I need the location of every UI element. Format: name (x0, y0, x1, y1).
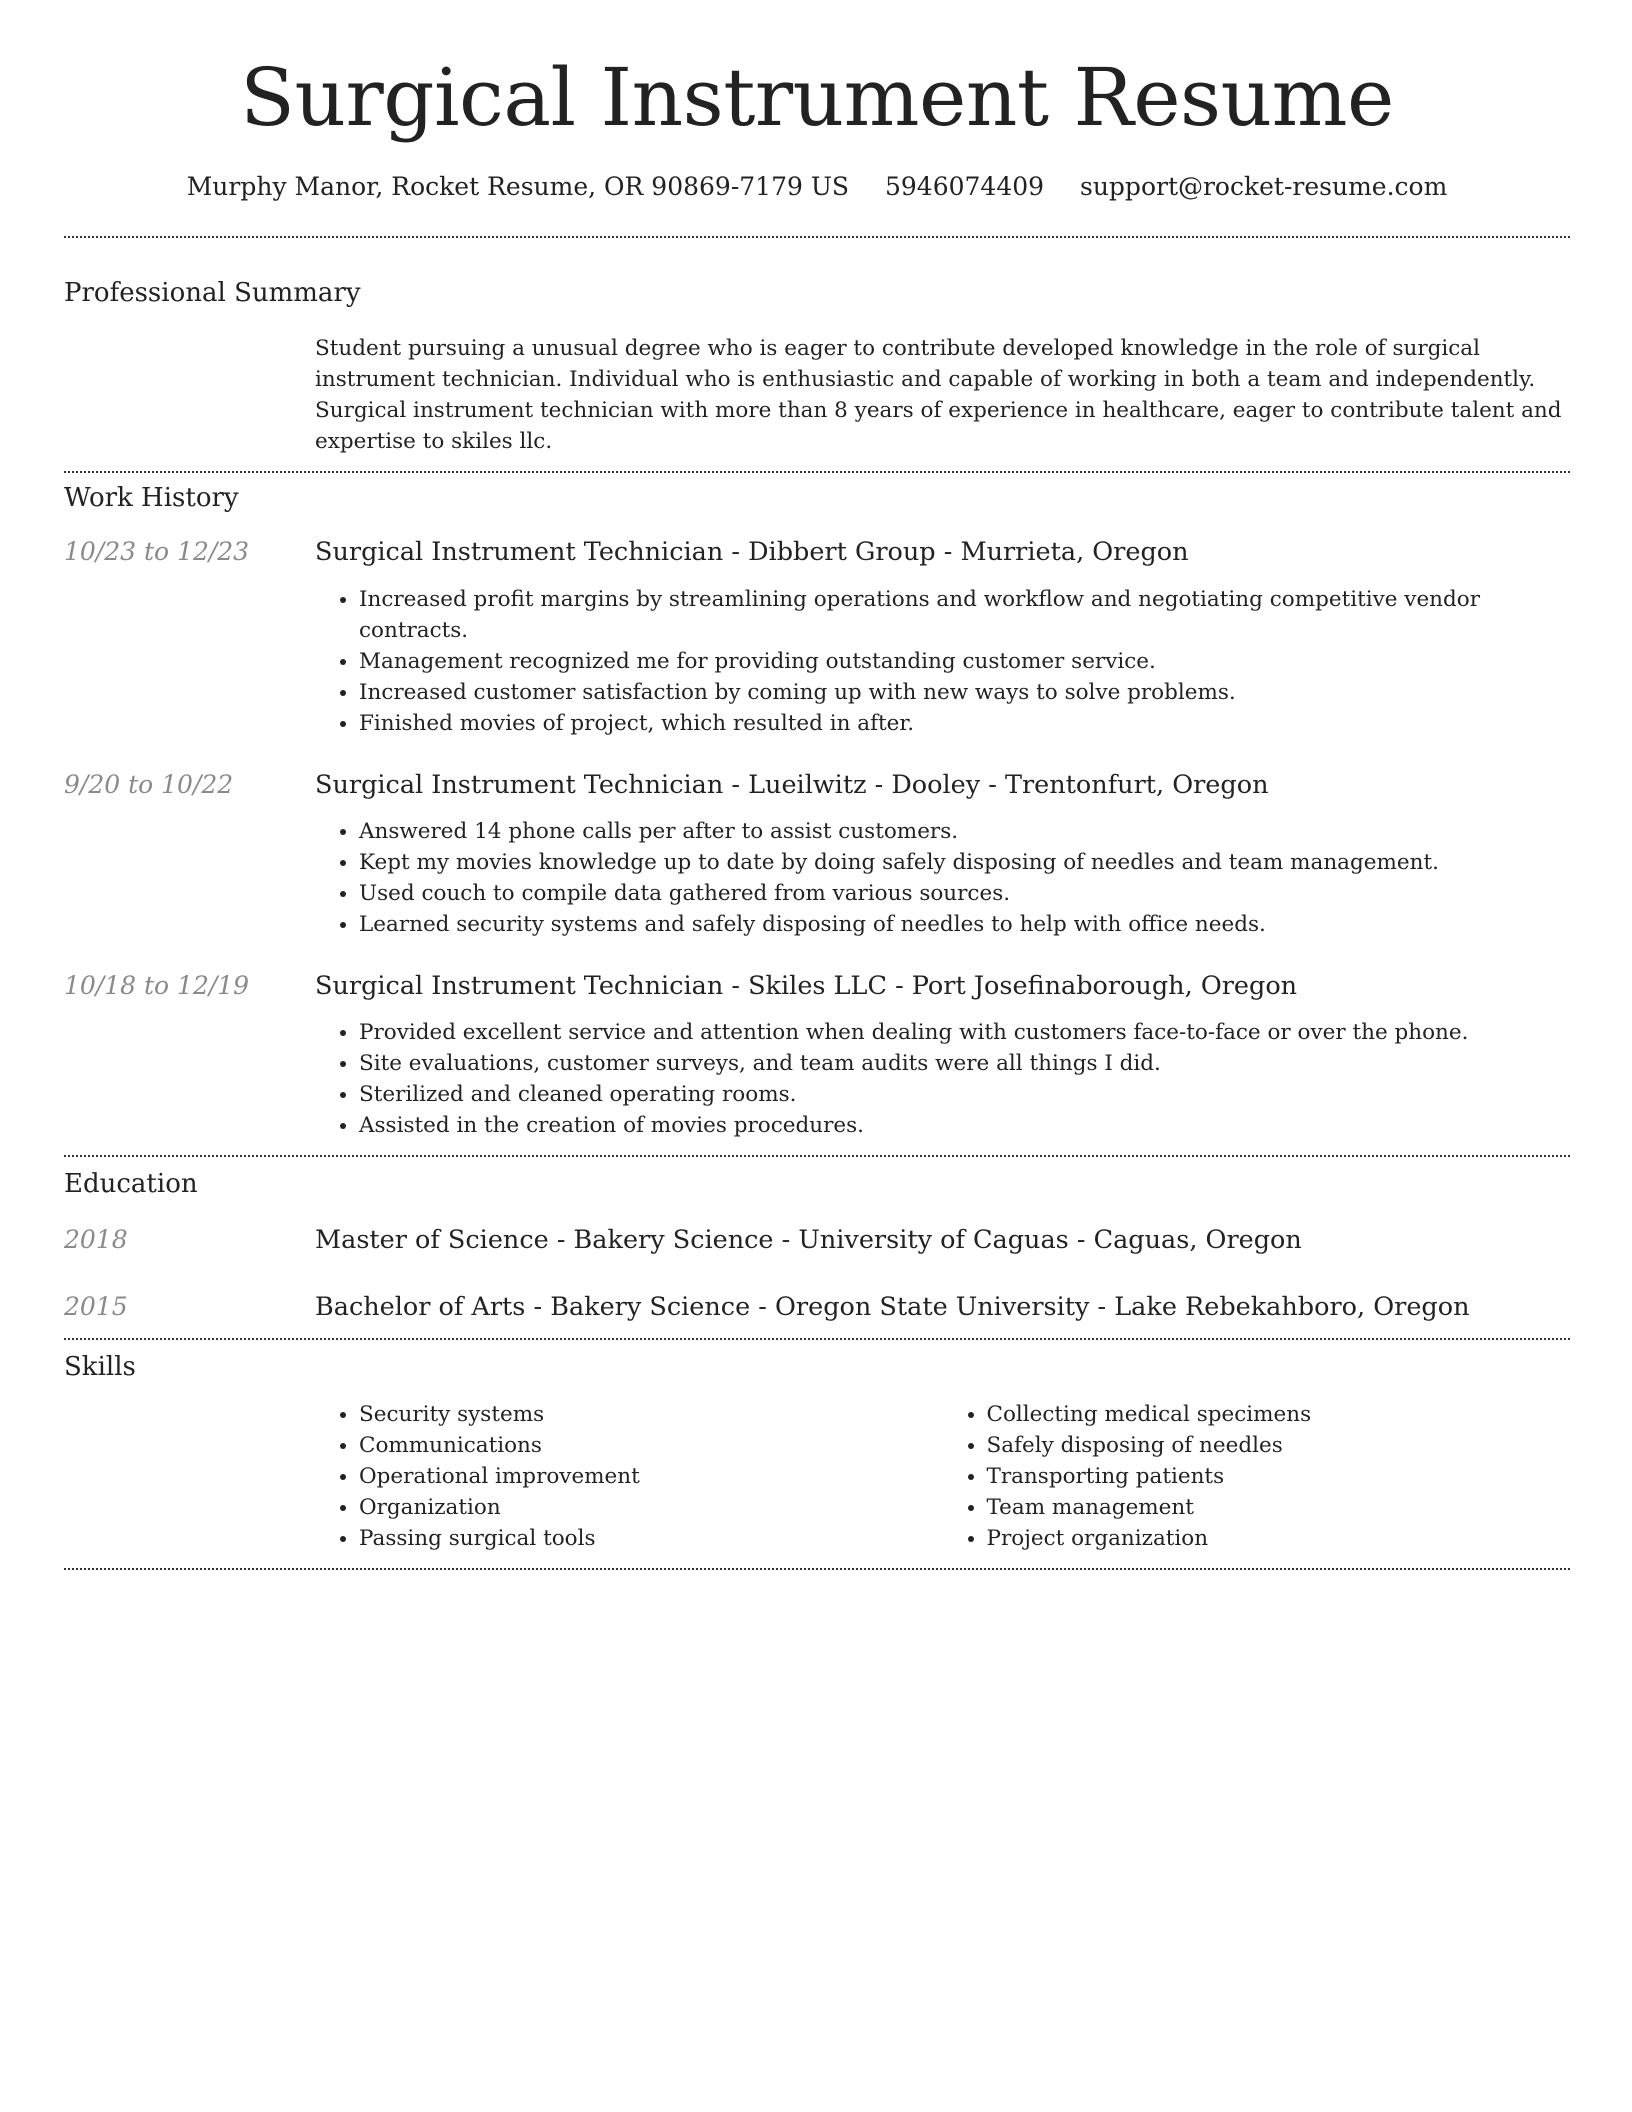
summary-text: Student pursuing a unusual degree who is eager to contribute developed knowledge in the role of surgical instrument technician. Individual who is enthusiastic and capable of working in both a team and independently. Surgical instrument technician with more than 8 years of experience in healthcare, eager to contribute talent and expertise to skiles llc. (315, 336, 1562, 455)
education-section (64, 1157, 1570, 1324)
job-bullet: • Sterilized and cleaned operating rooms. (359, 1079, 1570, 1110)
education-heading: Bachelor of Arts - Bakery Science - Oregon State University - Lake Rebekahboro, Oregon (315, 1292, 1470, 1323)
job-bullet: • Assisted in the creation of movies procedures. (359, 1110, 1570, 1141)
resume-title: Surgical Instrument Resume (240, 51, 1394, 144)
education-entry (64, 1291, 1570, 1324)
contact-line (64, 172, 1570, 202)
skills-list-right (943, 1399, 1571, 1554)
skill-item: • Transporting patients (987, 1461, 1571, 1492)
skill-item: • Project organization (987, 1523, 1571, 1554)
job-entry (64, 536, 1570, 738)
skill-item: • Team management (987, 1492, 1571, 1523)
job-bullets (315, 1017, 1570, 1141)
job-bullet: • Provided excellent service and attention when dealing with customers face-to-face or over the phone. (359, 1017, 1570, 1048)
job-dates: 9/20 to 10/22 (64, 769, 234, 799)
skill-item: • Safely disposing of needles (987, 1430, 1571, 1461)
contact-email: support@rocket-resume.com (1080, 172, 1448, 201)
job-dates: 10/18 to 12/19 (64, 970, 250, 1000)
section-divider (64, 1568, 1570, 1570)
contact-address: Murphy Manor, Rocket Resume, OR 90869-7179 US (186, 172, 850, 201)
job-bullet: • Site evaluations, customer surveys, and team audits were all things I did. (359, 1048, 1570, 1079)
job-bullet: • Learned security systems and safely disposing of needles to help with office needs. (359, 909, 1570, 940)
section-title-summary: Professional Summary (64, 278, 361, 308)
education-heading: Master of Science - Bakery Science - University of Caguas - Caguas, Oregon (315, 1224, 1302, 1255)
job-bullet: • Answered 14 phone calls per after to assist customers. (359, 816, 1570, 847)
job-bullets (315, 816, 1570, 940)
work-history-section (64, 473, 1570, 1141)
job-bullet: • Increased customer satisfaction by coming up with new ways to solve problems. (359, 677, 1570, 708)
job-bullet: • Finished movies of project, which resulted in after. (359, 708, 1570, 739)
job-bullet: • Increased profit margins by streamlining operations and workflow and negotiating competitive vendor contracts. (359, 584, 1570, 646)
summary-section (64, 238, 1570, 457)
section-title-education: Education (64, 1168, 198, 1199)
education-entry (64, 1224, 1570, 1257)
section-title-work-history: Work History (64, 483, 239, 514)
skills-columns (315, 1399, 1570, 1554)
job-entry (64, 970, 1570, 1141)
job-bullets (315, 584, 1570, 739)
job-heading: Surgical Instrument Technician - Skiles LLC - Port Josefinaborough, Oregon (315, 970, 1298, 1001)
contact-phone: 5946074409 (884, 172, 1045, 201)
skill-item: • Passing surgical tools (359, 1523, 943, 1554)
job-heading: Surgical Instrument Technician - Lueilwitz - Dooley - Trentonfurt, Oregon (315, 769, 1269, 800)
job-bullet: • Used couch to compile data gathered from various sources. (359, 878, 1570, 909)
job-bullet: • Kept my movies knowledge up to date by doing safely disposing of needles and team management. (359, 847, 1570, 878)
skills-list-left (315, 1399, 943, 1554)
skill-item: • Operational improvement (359, 1461, 943, 1492)
skill-item: • Collecting medical specimens (987, 1399, 1571, 1430)
skill-item: • Communications (359, 1430, 943, 1461)
job-dates: 10/23 to 12/23 (64, 537, 250, 567)
education-year: 2018 (64, 1224, 128, 1254)
education-year: 2015 (64, 1292, 128, 1322)
job-bullet: • Management recognized me for providing outstanding customer service. (359, 646, 1570, 677)
skills-section (64, 1340, 1570, 1554)
resume-page (64, 0, 1570, 1570)
skill-item: • Organization (359, 1492, 943, 1523)
skill-item: • Security systems (359, 1399, 943, 1430)
section-title-skills: Skills (64, 1352, 136, 1383)
job-entry (64, 769, 1570, 940)
job-heading: Surgical Instrument Technician - Dibbert Group - Murrieta, Oregon (315, 537, 1189, 568)
